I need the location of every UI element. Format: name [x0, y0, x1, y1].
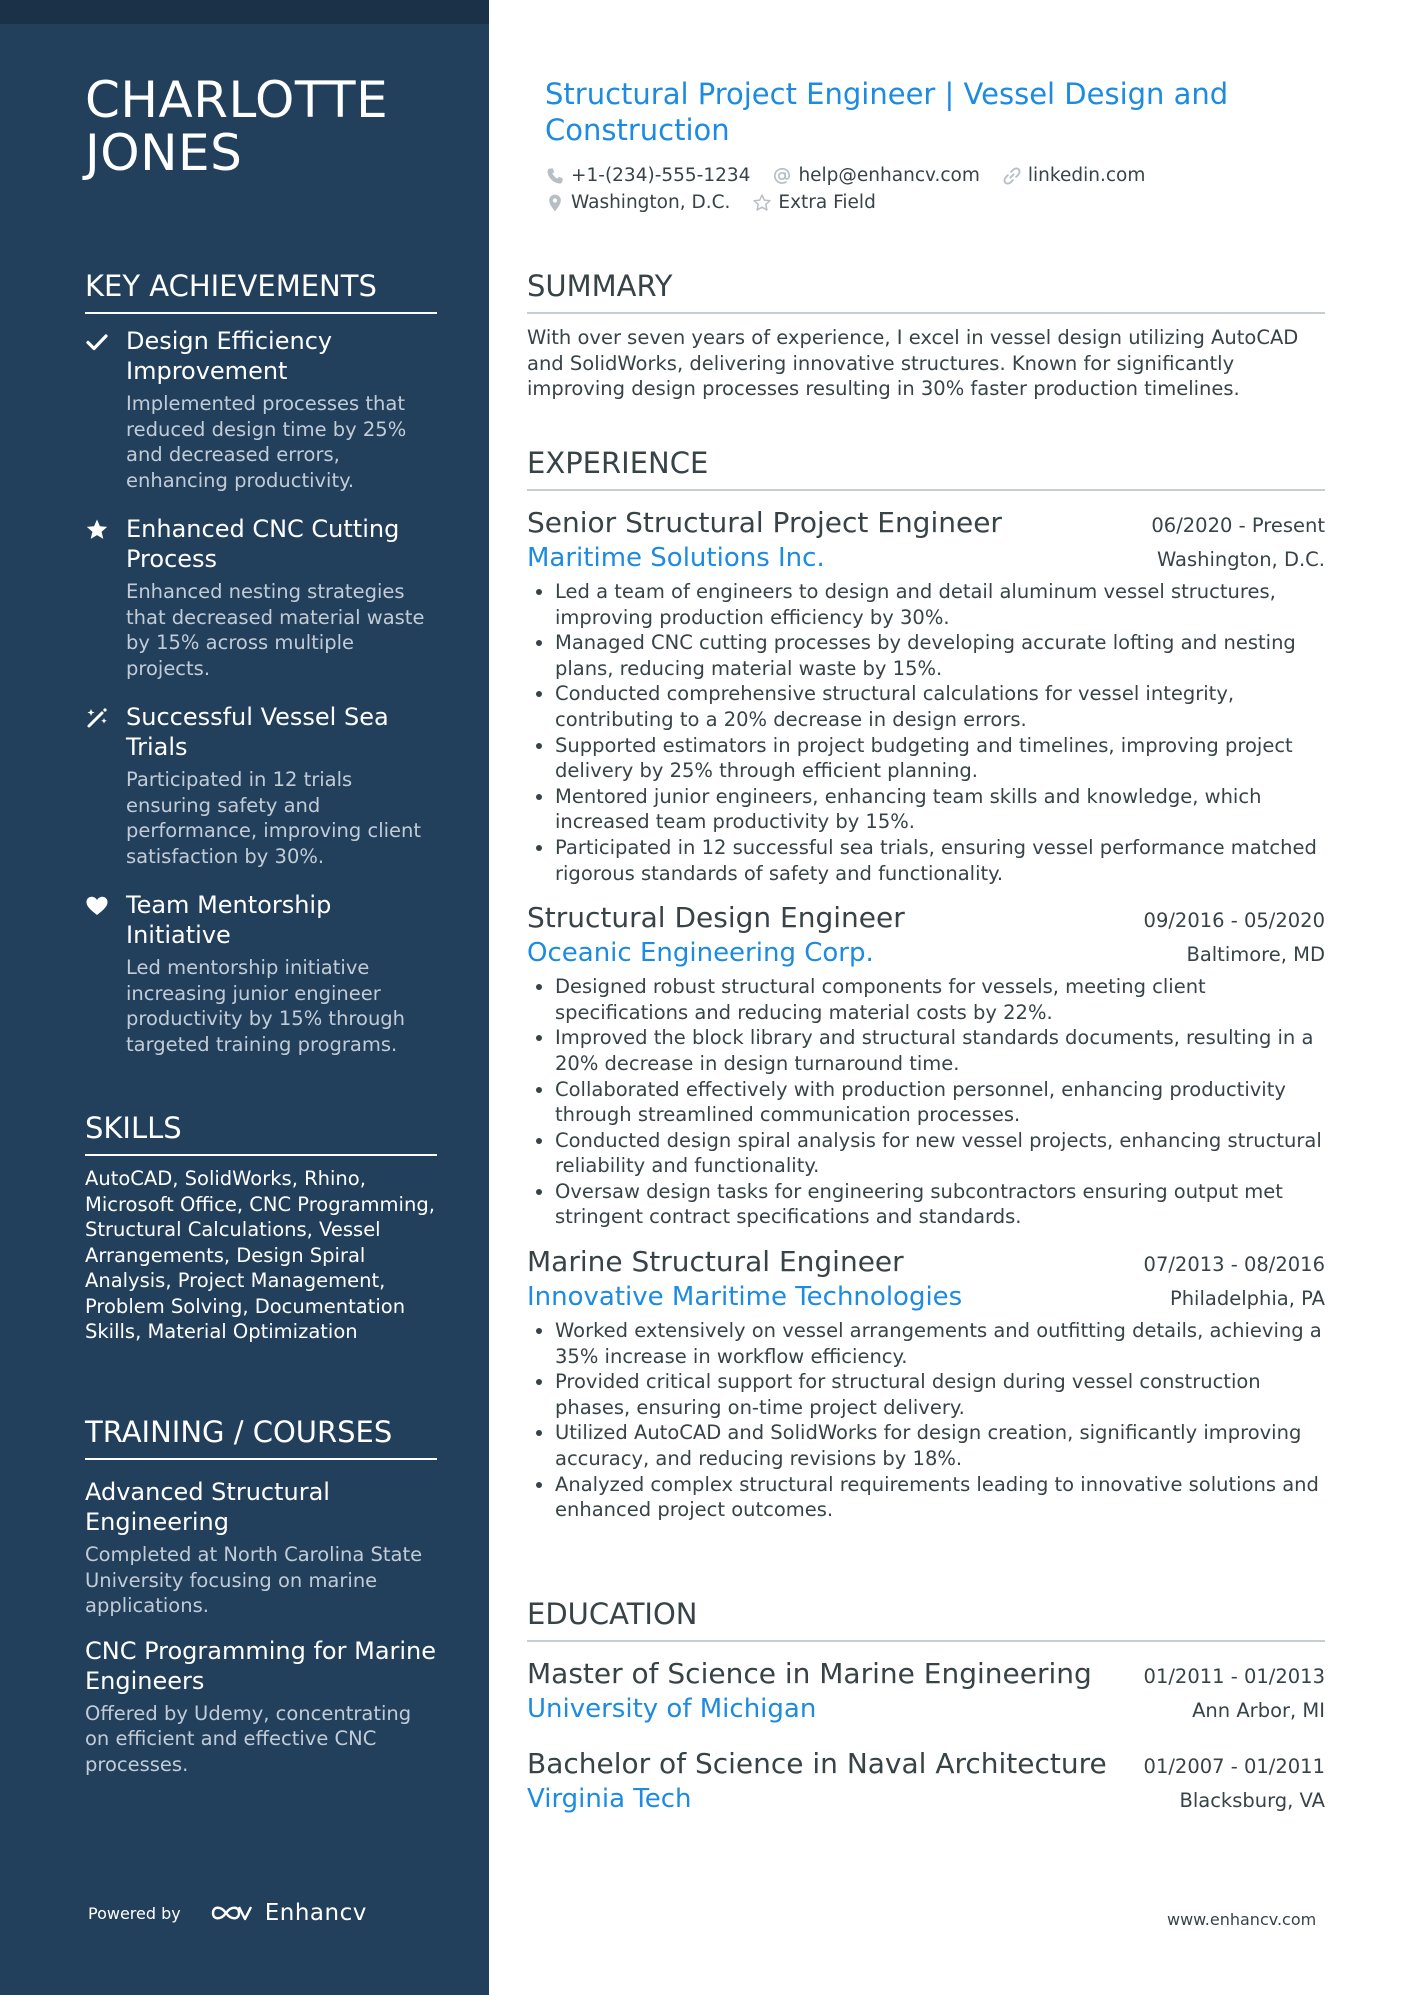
achievement-title: Successful Vessel Sea Trials: [126, 703, 389, 761]
job-bullets: [527, 579, 1325, 886]
phone-icon: [545, 166, 565, 186]
experience-section: [527, 445, 1325, 1523]
course-description: Offered by Udemy, concentrating on efficient and effective CNC processes.: [85, 1701, 412, 1776]
experience-heading: EXPERIENCE: [527, 445, 1325, 491]
enhancv-logo-icon: [209, 1900, 255, 1926]
key-achievements-heading: KEY ACHIEVEMENTS: [85, 268, 437, 314]
bullet-item: Worked extensively on vessel arrangements and outfitting details, achieving a 35% increase in workflow efficiency.: [527, 1318, 1325, 1369]
experience-entry: [527, 505, 1325, 886]
training-heading: TRAINING / COURSES: [85, 1414, 437, 1460]
education-dates: 01/2007 - 01/2011: [1143, 1755, 1325, 1778]
link-icon: [1002, 166, 1022, 186]
bullet-item: Mentored junior engineers, enhancing team skills and knowledge, which increased team productivity by 15%.: [527, 784, 1325, 835]
location-contact: [545, 192, 730, 213]
at-icon: [772, 166, 792, 186]
bullet-item: Designed robust structural components for vessels, meeting client specifications and reducing material costs by 22%.: [527, 974, 1325, 1025]
bullet-item: Collaborated effectively with production personnel, enhancing productivity through streamlined communication processes.: [527, 1077, 1325, 1128]
education-section: [527, 1596, 1325, 1816]
achievement-item: [85, 702, 437, 869]
job-dates: 07/2013 - 08/2016: [1143, 1253, 1325, 1277]
achievement-item: [85, 326, 437, 493]
skills-section: [85, 1110, 437, 1345]
phone-text: +1-(234)-555-1234: [571, 165, 751, 186]
extra-field-text: Extra Field: [778, 192, 876, 213]
star-icon: [85, 518, 109, 542]
experience-entry: [527, 1244, 1325, 1523]
course-description: Completed at North Carolina State University focusing on marine applications.: [85, 1543, 423, 1617]
course-item: [85, 1636, 437, 1778]
contact-info: [545, 162, 1305, 216]
linkedin-text: linkedin.com: [1027, 165, 1146, 186]
email-text: help@enhancv.com: [798, 165, 980, 186]
powered-by[interactable]: [88, 1900, 367, 1926]
education-entry: [527, 1656, 1325, 1726]
job-dates: 06/2020 - Present: [1151, 514, 1325, 537]
company-name: Maritime Solutions Inc.: [527, 543, 825, 573]
candidate-name: CHARLOTTE JONES: [85, 71, 389, 182]
sidebar-top-band: [0, 0, 489, 24]
job-role: Structural Design Engineer: [527, 901, 905, 935]
course-title: CNC Programming for Marine Engineers: [85, 1636, 437, 1695]
course-title: Advanced Structural Engineering: [85, 1478, 330, 1536]
key-achievements-section: [85, 268, 437, 1078]
location-text: Washington, D.C.: [571, 192, 731, 213]
job-location: Philadelphia, PA: [1169, 1287, 1325, 1311]
bullet-item: Utilized AutoCAD and SolidWorks for design creation, significantly improving accuracy, and reducing revisions by 18%.: [527, 1420, 1325, 1471]
job-location: Baltimore, MD: [1186, 943, 1325, 967]
achievement-description: Participated in 12 trials ensuring safety and performance, improving client satisfaction by 30%.: [126, 768, 422, 868]
job-location: Washington, D.C.: [1156, 548, 1325, 571]
phone-contact[interactable]: [545, 165, 750, 186]
education-location: Blacksburg, VA: [1179, 1789, 1325, 1812]
main-content: [527, 0, 1325, 1995]
extra-field-contact: [752, 192, 875, 213]
bullet-item: Led a team of engineers to design and detail aluminum vessel structures, improving production efficiency by 30%.: [527, 579, 1325, 630]
experience-entry: [527, 900, 1325, 1230]
magic-wand-icon: [85, 706, 109, 730]
achievement-description: Enhanced nesting strategies that decreased material waste by 15% across multiple projects.: [126, 580, 425, 680]
education-dates: 01/2011 - 01/2013: [1143, 1665, 1325, 1688]
star-outline-icon: [752, 193, 772, 213]
job-role: Senior Structural Project Engineer: [527, 506, 1002, 539]
bullet-item: Improved the block library and structural standards documents, resulting in a 20% decrease in design turnaround time.: [527, 1025, 1325, 1076]
education-location: Ann Arbor, MI: [1192, 1699, 1325, 1722]
company-name: Innovative Maritime Technologies: [527, 1282, 963, 1313]
achievement-description: Led mentorship initiative increasing junior engineer productivity by 15% through targeted training programs.: [126, 956, 406, 1056]
bullet-item: Conducted design spiral analysis for new vessel projects, enhancing structural reliability and functionality.: [527, 1128, 1325, 1179]
bullet-item: Analyzed complex structural requirements leading to innovative solutions and enhanced project outcomes.: [527, 1472, 1325, 1523]
school-name: Virginia Tech: [527, 1784, 692, 1814]
training-section: [85, 1414, 437, 1777]
job-role: Marine Structural Engineer: [527, 1245, 904, 1279]
job-bullets: [527, 1318, 1325, 1523]
bullet-item: Provided critical support for structural design during vessel construction phases, ensuring on-time project delivery.: [527, 1369, 1325, 1420]
achievement-description: Implemented processes that reduced design time by 25% and decreased errors, enhancing productivity.: [126, 392, 407, 492]
course-item: [85, 1477, 437, 1619]
skills-list: AutoCAD, SolidWorks, Rhino, Microsoft Office, CNC Programming, Structural Calculations, Vessel Arrangements, Design Spiral Analysis, Project Management, Problem Solving, Documentation Skills, Material Optimization: [85, 1167, 435, 1343]
heart-icon: [85, 894, 109, 918]
job-dates: 09/2016 - 05/2020: [1143, 909, 1325, 933]
footer-website-link[interactable]: www.enhancv.com: [1167, 1910, 1317, 1929]
powered-by-brand: Enhancv: [264, 1900, 367, 1926]
company-name: Oceanic Engineering Corp.: [527, 938, 874, 969]
achievement-item: [85, 890, 437, 1057]
achievement-item: [85, 514, 437, 681]
achievement-title: Enhanced CNC Cutting Process: [126, 515, 400, 573]
summary-text: With over seven years of experience, I excel in vessel design utilizing AutoCAD and SolidWorks, delivering innovative structures. Known for significantly improving design processes resulting in 30% faster production timelines.: [527, 326, 1299, 400]
sidebar: [0, 0, 489, 1995]
headline-title: Structural Project Engineer | Vessel Design and Construction: [545, 77, 1229, 147]
degree-title: Bachelor of Science in Naval Architecture: [527, 1747, 1107, 1780]
achievement-title: Design Efficiency Improvement: [126, 327, 333, 385]
summary-section: [527, 268, 1325, 402]
degree-title: Master of Science in Marine Engineering: [527, 1657, 1092, 1690]
location-pin-icon: [545, 193, 565, 213]
bullet-item: Oversaw design tasks for engineering subcontractors ensuring output met stringent contract specifications and standards.: [527, 1179, 1325, 1230]
bullet-item: Managed CNC cutting processes by developing accurate lofting and nesting plans, reducing material waste by 15%.: [527, 630, 1325, 681]
bullet-item: Participated in 12 successful sea trials, ensuring vessel performance matched rigorous standards of safety and functionality.: [527, 835, 1325, 886]
skills-heading: SKILLS: [85, 1110, 437, 1156]
education-entry: [527, 1746, 1325, 1816]
education-heading: EDUCATION: [527, 1596, 1325, 1642]
bullet-item: Conducted comprehensive structural calculations for vessel integrity, contributing to a 20% decrease in design errors.: [527, 681, 1325, 732]
powered-by-label: Powered by: [88, 1903, 181, 1923]
school-name: University of Michigan: [527, 1694, 817, 1724]
email-contact[interactable]: [772, 165, 979, 186]
bullet-item: Supported estimators in project budgeting and timelines, improving project delivery by 25% through efficient planning.: [527, 733, 1325, 784]
summary-heading: SUMMARY: [527, 268, 1325, 314]
linkedin-contact[interactable]: [1002, 165, 1145, 186]
checkmark-icon: [85, 330, 109, 354]
job-bullets: [527, 974, 1325, 1230]
achievement-title: Team Mentorship Initiative: [126, 891, 332, 949]
